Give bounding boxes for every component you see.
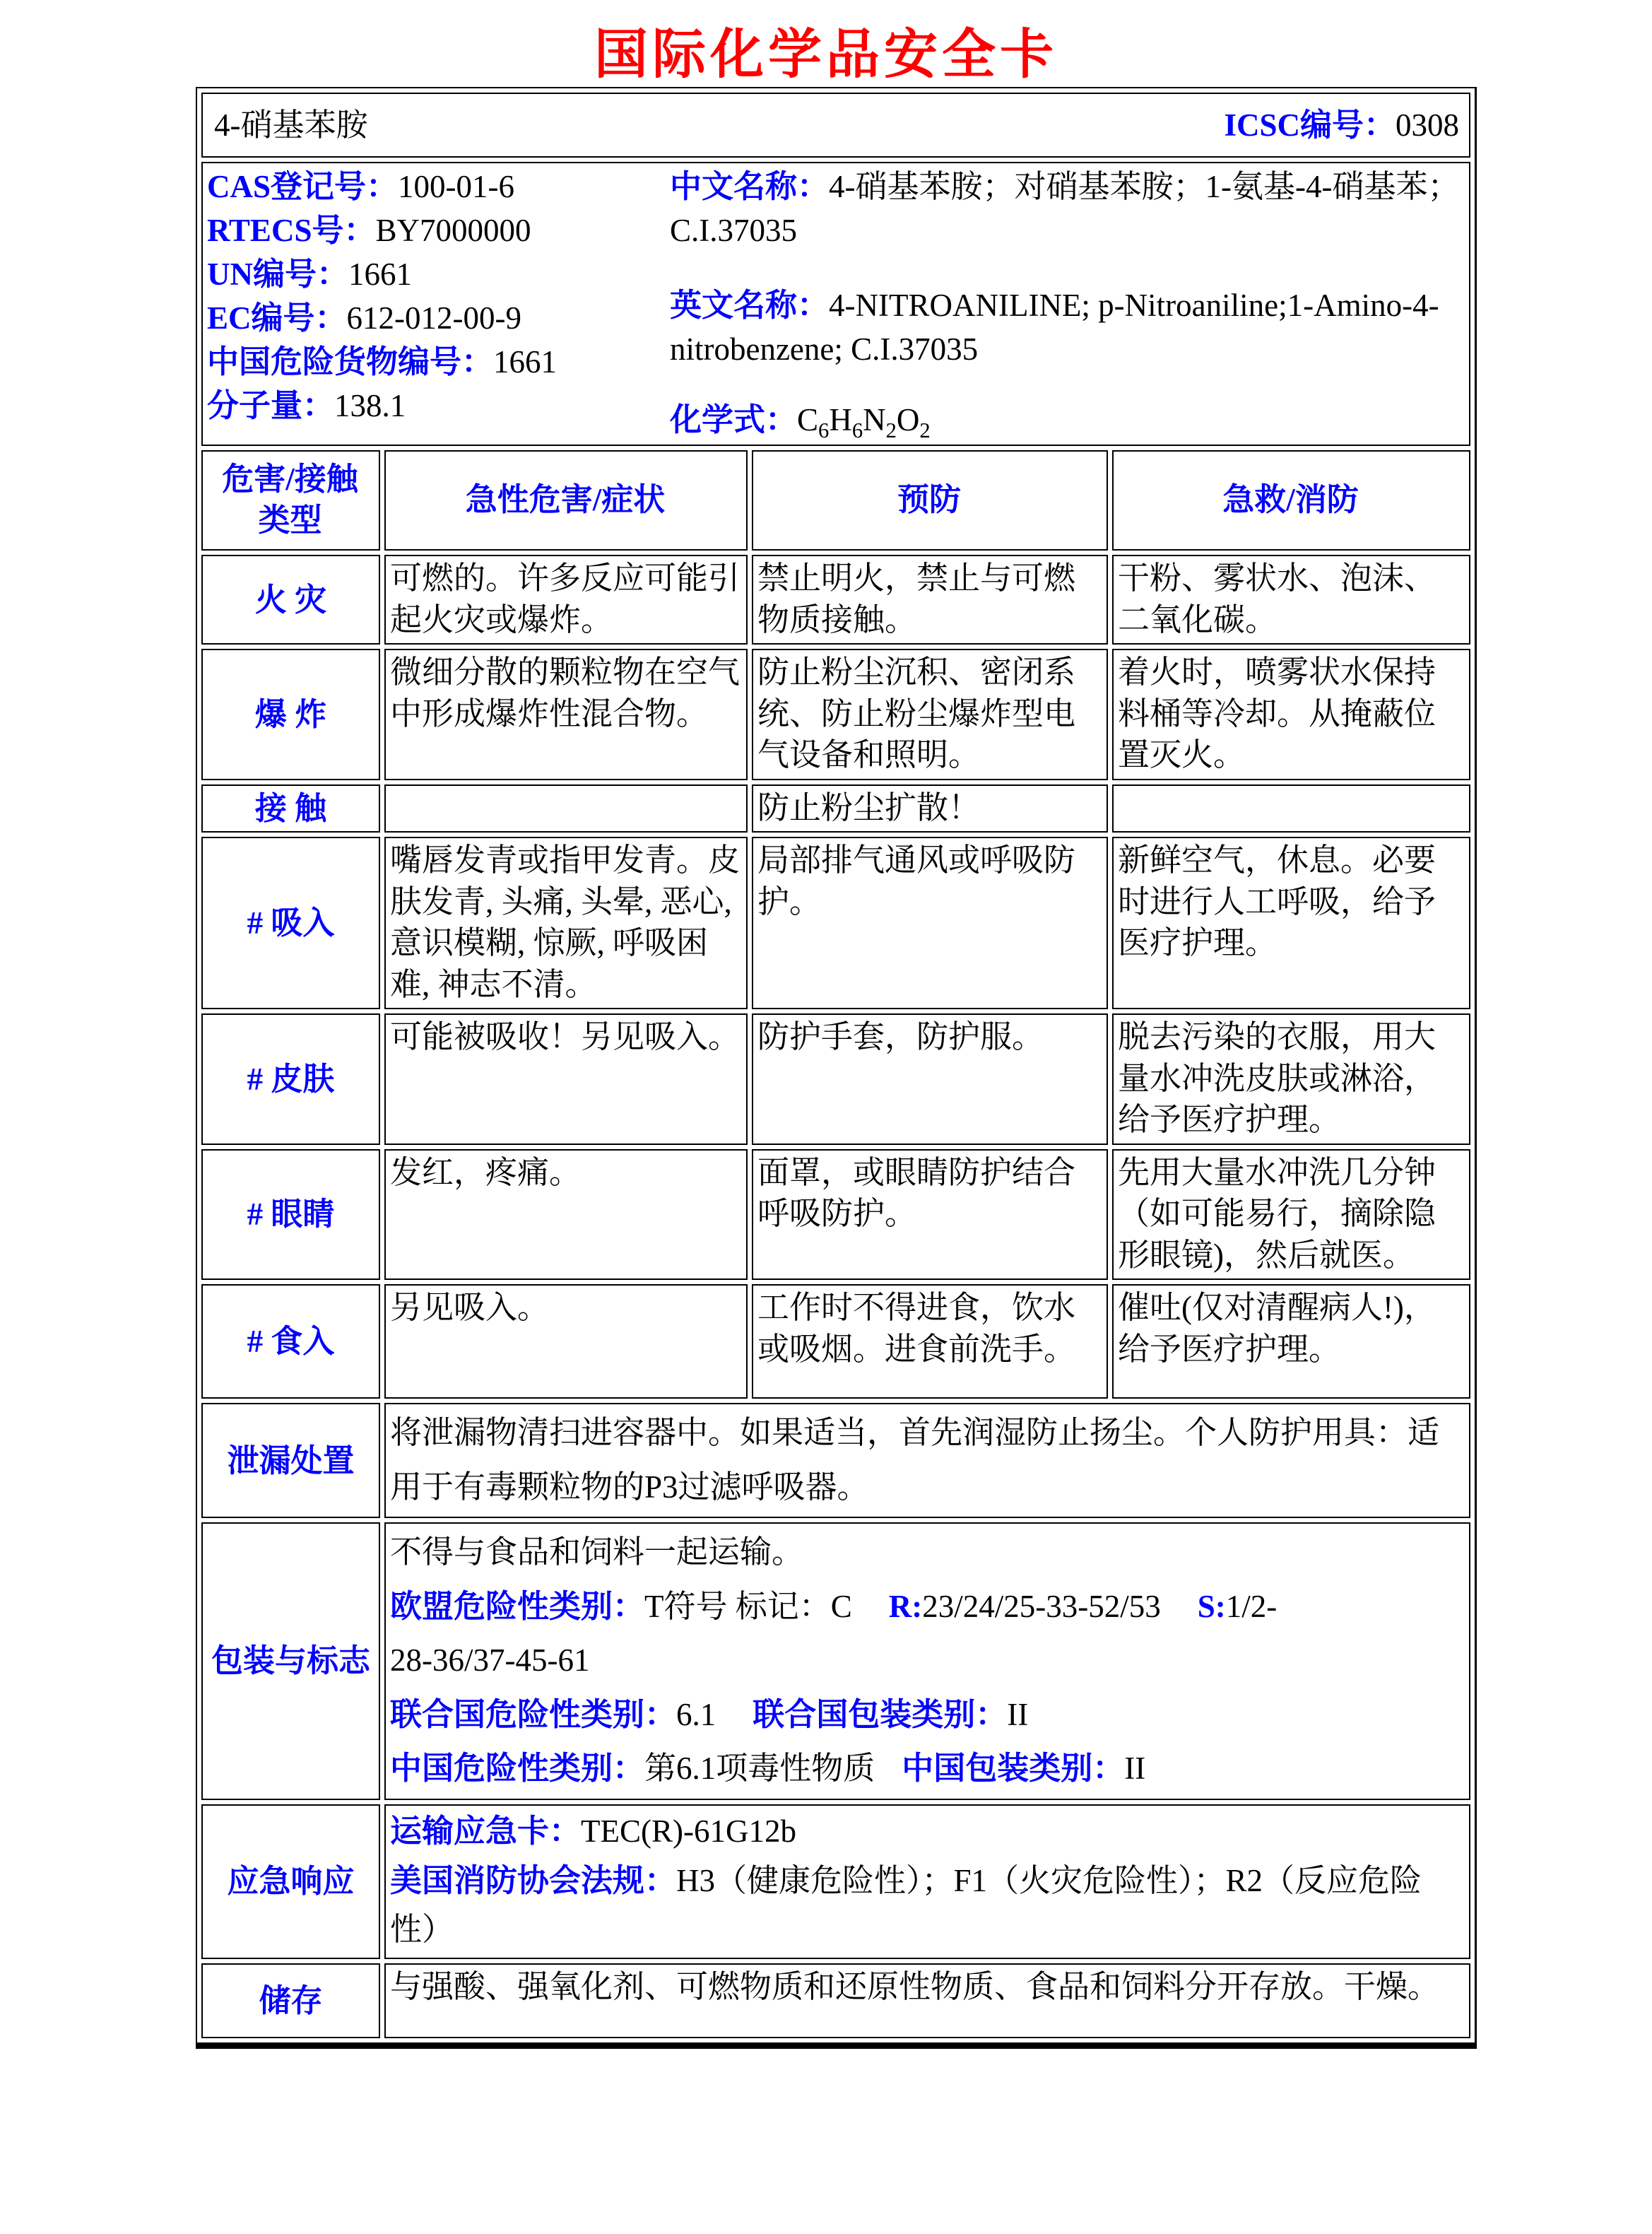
emergency-content (384, 1804, 1470, 1959)
explosion-symptoms: 微细分散的颗粒物在空气中形成爆炸性混合物。 (384, 649, 748, 780)
un-hazard-class-label: 联合国危险性类别： (389, 1696, 676, 1732)
storage-text: 与强酸、强氧化剂、可燃物质和还原性物质、食品和饲料分开存放。干燥。 (384, 1963, 1470, 2038)
tec-label: 运输应急卡： (389, 1813, 581, 1849)
nfpa-value: H3（健康危险性）；F1（火灾危险性）；R2（反应危险性） (389, 1862, 1422, 1948)
cn-pack-group-label: 中国包装类别： (902, 1751, 1125, 1787)
formula-value: $C_6H_6N_2O_2$ (797, 402, 931, 443)
icsc-number-group (1224, 105, 1459, 146)
un-pack-group-value: II (1007, 1696, 1029, 1732)
china-dg-value: 1661 (493, 344, 557, 380)
name-cell (201, 93, 1470, 158)
spillage-row (201, 1403, 1470, 1518)
fire-label: 火 灾 (201, 555, 380, 645)
chinese-name-value: 4-硝基苯胺；对硝基苯胺；1-氨基-4-硝基苯；C.I.37035 (670, 169, 1460, 249)
eu-class-value: T符号 标记：C (644, 1588, 852, 1624)
rtecs-value: BY7000000 (375, 213, 531, 249)
cas-value: 100-01-6 (398, 169, 515, 204)
un-value: 1661 (348, 257, 412, 293)
molecular-weight-value: 138.1 (334, 388, 406, 424)
identifiers-row (201, 162, 1470, 446)
hazard-row-contact (201, 784, 1470, 833)
contact-response (1112, 784, 1470, 833)
spillage-text: 将泄漏物清扫进容器中。如果适当，首先润湿防止扬尘。个人防护用具：适用于有毒颗粒物的P3过滤呼吸器。 (384, 1403, 1470, 1518)
china-dg-label: 中国危险货物编号： (207, 344, 494, 380)
hazard-row-explosion (201, 649, 1470, 780)
packaging-row (201, 1522, 1470, 1800)
skin-symptoms: 可能被吸收！另见吸入。 (384, 1013, 748, 1145)
packaging-content (384, 1522, 1470, 1800)
china-dg-number-line (207, 340, 670, 384)
page-title: 国际化学品安全卡 (594, 25, 1058, 85)
eyes-prevention: 面罩，或眼睛防护结合呼吸防护。 (752, 1149, 1108, 1281)
s-phrase-value-2: 28-36/37-45-61 (389, 1642, 590, 1679)
name-row (201, 93, 1470, 158)
r-phrase-value: 23/24/25-33-52/53 (922, 1588, 1161, 1624)
fire-response: 干粉、雾状水、泡沫、二氧化碳。 (1112, 555, 1470, 645)
inhalation-label: # 吸入 (201, 837, 380, 1009)
contact-symptoms (384, 784, 748, 833)
tec-value: TEC(R)-61G12b (581, 1813, 796, 1849)
packaging-label: 包装与标志 (201, 1522, 380, 1800)
icsc-card-table (196, 87, 1477, 2049)
transport-emergency-card-line (390, 1807, 1463, 1857)
explosion-label: 爆 炸 (201, 649, 380, 780)
hazard-header-row (201, 450, 1470, 551)
cn-hazard-class-label: 中国危险性类别： (389, 1751, 644, 1787)
s-phrase-label: S: (1197, 1588, 1226, 1624)
fire-prevention: 禁止明火，禁止与可燃物质接触。 (752, 555, 1108, 645)
inhalation-response: 新鲜空气，休息。必要时进行人工呼吸，给予医疗护理。 (1112, 837, 1470, 1009)
ingestion-symptoms: 另见吸入。 (384, 1284, 748, 1399)
skin-prevention: 防护手套，防护服。 (752, 1013, 1108, 1145)
hazard-row-skin (201, 1013, 1470, 1145)
un-label: UN编号： (207, 257, 348, 293)
cn-hazard-class-value: 第6.1项毒性物质 (644, 1751, 875, 1787)
chinese-name-label: 中文名称： (670, 169, 830, 204)
emergency-label: 应急响应 (201, 1804, 380, 1959)
inhalation-prevention: 局部排气通风或呼吸防护。 (752, 837, 1108, 1009)
storage-label: 储存 (201, 1963, 380, 2038)
registry-numbers (207, 165, 670, 428)
un-hazard-class-value: 6.1 (676, 1696, 716, 1732)
formula-label: 化学式： (670, 402, 798, 438)
identifiers-cell (201, 162, 1470, 446)
un-number-line (207, 252, 670, 296)
fire-symptoms: 可燃的。许多反应可能引起火灾或爆炸。 (384, 555, 748, 645)
icsc-number-value: 0308 (1396, 107, 1459, 143)
molecular-weight-label: 分子量： (207, 388, 335, 424)
ingestion-prevention: 工作时不得进食，饮水或吸烟。进食前洗手。 (752, 1284, 1108, 1399)
english-name-block (670, 283, 1463, 371)
ec-number-line (207, 296, 670, 340)
contact-prevention: 防止粉尘扩散！ (752, 784, 1108, 833)
skin-response: 脱去污染的衣服，用大量水冲洗皮肤或淋浴，给予医疗护理。 (1112, 1013, 1470, 1145)
eyes-response: 先用大量水冲洗几分钟（如可能易行，摘除隐形眼镜)，然后就医。 (1112, 1149, 1470, 1281)
hazard-row-fire (201, 555, 1470, 645)
explosion-prevention: 防止粉尘沉积、密闭系统、防止粉尘爆炸型电气设备和照明。 (752, 649, 1108, 780)
ingestion-response: 催吐(仅对清醒病人!)，给予医疗护理。 (1112, 1284, 1470, 1399)
formula-block (670, 398, 1463, 442)
ingestion-label: # 食入 (201, 1284, 380, 1399)
eu-class-label: 欧盟危险性类别： (389, 1588, 644, 1624)
icsc-number-label: ICSC编号： (1224, 107, 1396, 143)
explosion-response: 着火时，喷雾状水保持料桶等冷却。从掩蔽位置灭火。 (1112, 649, 1470, 780)
r-phrase-label: R: (888, 1588, 923, 1624)
molecular-weight-line (207, 384, 670, 428)
cn-pack-group-value: II (1124, 1751, 1146, 1787)
storage-row (201, 1963, 1470, 2038)
eyes-symptoms: 发红，疼痛。 (384, 1149, 748, 1281)
nfpa-line (390, 1857, 1463, 1956)
emergency-row (201, 1804, 1470, 1959)
nfpa-label: 美国消防协会法规： (389, 1862, 676, 1898)
skin-label: # 皮肤 (201, 1013, 380, 1145)
chemical-name: 4-硝基苯胺 (214, 107, 368, 143)
packaging-eu-line (390, 1580, 1463, 1688)
packaging-cn-line (390, 1741, 1463, 1796)
header-hazard-type: 危害/接触类型 (201, 450, 380, 551)
header-symptoms: 急性危害/症状 (384, 450, 748, 551)
hazard-row-inhalation (201, 837, 1470, 1009)
un-pack-group-label: 联合国包装类别： (753, 1696, 1008, 1732)
rtecs-number-line (207, 208, 670, 252)
chinese-name-block (670, 165, 1463, 252)
packaging-transport-note: 不得与食品和饲料一起运输。 (389, 1534, 803, 1570)
hazard-row-ingestion (201, 1284, 1470, 1399)
s-phrase-value-1: 1/2- (1225, 1588, 1278, 1624)
english-name-value: 4-NITROANILINE; p-Nitroaniline;1-Amino-4-nitrobenzene; C.I.37035 (670, 288, 1439, 368)
hazard-row-eyes (201, 1149, 1470, 1281)
ec-label: EC编号： (207, 300, 347, 336)
chemical-names (670, 165, 1463, 442)
spillage-label: 泄漏处置 (201, 1403, 380, 1518)
ec-value: 612-012-00-9 (346, 300, 521, 336)
eyes-label: # 眼睛 (201, 1149, 380, 1281)
cas-number-line (207, 165, 670, 208)
contact-label: 接 触 (201, 784, 380, 833)
header-prevention: 预防 (752, 450, 1108, 551)
english-name-label: 英文名称： (670, 288, 830, 324)
rtecs-label: RTECS号： (207, 213, 376, 249)
packaging-un-line (390, 1688, 1463, 1742)
inhalation-symptoms: 嘴唇发青或指甲发青。皮肤发青, 头痛, 头晕, 恶心, 意识模糊, 惊厥, 呼吸困难, 神志不清。 (384, 837, 748, 1009)
header-response: 急救/消防 (1112, 450, 1470, 551)
cas-label: CAS登记号： (207, 169, 399, 204)
